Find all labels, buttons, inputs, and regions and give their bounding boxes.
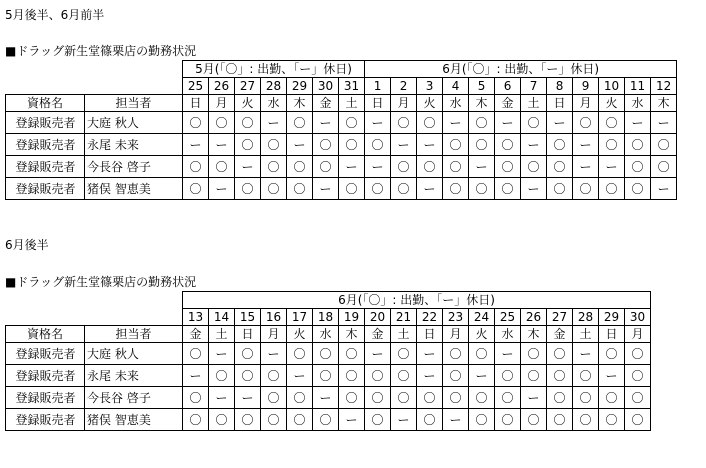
weekday-cell: 火 (235, 95, 261, 112)
attendance-cell: 〇 (469, 112, 495, 134)
attendance-cell: 〇 (313, 134, 339, 156)
attendance-cell: 〇 (417, 409, 443, 431)
date-cell: 29 (287, 78, 313, 95)
weekday-cell: 火 (469, 326, 495, 343)
date-cell: 10 (599, 78, 625, 95)
weekday-cell: 金 (495, 95, 521, 112)
attendance-cell: 〇 (365, 134, 391, 156)
weekday-cell: 水 (495, 326, 521, 343)
attendance-cell: 〇 (547, 387, 573, 409)
weekday-cell: 水 (261, 95, 287, 112)
attendance-cell: 〇 (391, 156, 417, 178)
attendance-cell: ー (417, 134, 443, 156)
blank-cell (6, 292, 85, 309)
attendance-cell: 〇 (339, 365, 365, 387)
attendance-cell: ー (599, 156, 625, 178)
weekday-cell: 月 (573, 95, 599, 112)
weekday-row (6, 95, 677, 112)
date-cell: 6 (495, 78, 521, 95)
attendance-cell: 〇 (625, 387, 651, 409)
store-heading-1: ■ドラッグ新生堂篠栗店の勤務状況 (5, 44, 197, 58)
staff-row (6, 409, 651, 431)
date-cell: 9 (573, 78, 599, 95)
staff-row (6, 178, 677, 200)
date-cell: 17 (287, 309, 313, 326)
attendance-cell: 〇 (495, 156, 521, 178)
weekday-row (6, 326, 651, 343)
weekday-cell: 水 (625, 95, 651, 112)
attendance-cell: ー (469, 156, 495, 178)
attendance-cell: 〇 (365, 387, 391, 409)
attendance-cell: 〇 (183, 409, 209, 431)
attendance-cell: 〇 (235, 365, 261, 387)
attendance-cell: 〇 (391, 112, 417, 134)
attendance-cell: ー (443, 112, 469, 134)
attendance-cell: ー (391, 134, 417, 156)
staff-row (6, 387, 651, 409)
attendance-cell: 〇 (183, 343, 209, 365)
schedule-table-2 (5, 291, 651, 431)
attendance-cell: 〇 (573, 365, 599, 387)
date-cell: 30 (625, 309, 651, 326)
weekday-cell: 木 (339, 326, 365, 343)
attendance-cell: 〇 (209, 112, 235, 134)
attendance-cell: ー (313, 387, 339, 409)
attendance-cell: ー (521, 387, 547, 409)
date-cell: 5 (469, 78, 495, 95)
attendance-cell: 〇 (521, 409, 547, 431)
date-cell: 8 (547, 78, 573, 95)
date-cell: 21 (391, 309, 417, 326)
person-cell: 永尾 未来 (85, 365, 183, 387)
person-cell: 今長谷 啓子 (85, 156, 183, 178)
weekday-cell: 日 (235, 326, 261, 343)
attendance-cell: 〇 (365, 409, 391, 431)
person-header: 担当者 (85, 326, 183, 343)
date-cell: 25 (183, 78, 209, 95)
attendance-cell: 〇 (521, 156, 547, 178)
staff-row (6, 365, 651, 387)
attendance-cell: 〇 (313, 343, 339, 365)
month-caption: 5月(「〇」: 出勤、「ー」休日) (183, 61, 365, 78)
qualification-cell: 登録販売者 (6, 112, 85, 134)
weekday-cell: 金 (183, 326, 209, 343)
attendance-cell: 〇 (183, 112, 209, 134)
attendance-cell: 〇 (261, 409, 287, 431)
attendance-cell: ー (521, 178, 547, 200)
date-cell: 23 (443, 309, 469, 326)
attendance-cell: ー (183, 134, 209, 156)
qualification-header: 資格名 (6, 326, 85, 343)
attendance-cell: 〇 (287, 343, 313, 365)
date-cell: 12 (651, 78, 677, 95)
attendance-cell: 〇 (443, 343, 469, 365)
attendance-cell: ー (573, 343, 599, 365)
attendance-cell: ー (313, 112, 339, 134)
weekday-cell: 金 (313, 95, 339, 112)
date-cell: 24 (469, 309, 495, 326)
attendance-cell: 〇 (469, 178, 495, 200)
weekday-cell: 月 (261, 326, 287, 343)
weekday-cell: 火 (417, 95, 443, 112)
qualification-cell: 登録販売者 (6, 156, 85, 178)
weekday-cell: 日 (599, 326, 625, 343)
attendance-cell: 〇 (547, 365, 573, 387)
store-heading-2: ■ドラッグ新生堂篠栗店の勤務状況 (5, 275, 197, 289)
attendance-cell: ー (209, 343, 235, 365)
attendance-cell: 〇 (547, 409, 573, 431)
attendance-cell: 〇 (287, 409, 313, 431)
date-cell: 11 (625, 78, 651, 95)
attendance-cell: ー (651, 112, 677, 134)
attendance-cell: 〇 (599, 409, 625, 431)
attendance-cell: 〇 (599, 134, 625, 156)
staff-row (6, 112, 677, 134)
attendance-cell: 〇 (443, 178, 469, 200)
weekday-cell: 土 (339, 95, 365, 112)
attendance-cell: 〇 (287, 178, 313, 200)
attendance-cell: 〇 (339, 387, 365, 409)
date-cell: 1 (365, 78, 391, 95)
attendance-cell: 〇 (573, 387, 599, 409)
attendance-cell: 〇 (625, 343, 651, 365)
attendance-cell: 〇 (625, 156, 651, 178)
qualification-cell: 登録販売者 (6, 178, 85, 200)
weekday-cell: 土 (573, 326, 599, 343)
attendance-cell: 〇 (599, 112, 625, 134)
attendance-cell: ー (391, 409, 417, 431)
weekday-cell: 火 (287, 326, 313, 343)
blank-cell (85, 78, 183, 95)
attendance-cell: 〇 (521, 365, 547, 387)
attendance-cell: 〇 (365, 178, 391, 200)
attendance-cell: 〇 (209, 409, 235, 431)
date-cell: 25 (495, 309, 521, 326)
attendance-cell: 〇 (443, 134, 469, 156)
weekday-cell: 月 (443, 326, 469, 343)
attendance-cell: 〇 (235, 178, 261, 200)
attendance-cell: 〇 (313, 409, 339, 431)
person-header: 担当者 (85, 95, 183, 112)
attendance-cell: ー (313, 178, 339, 200)
blank-cell (85, 61, 183, 78)
attendance-cell: 〇 (235, 409, 261, 431)
date-cell: 13 (183, 309, 209, 326)
date-cell: 4 (443, 78, 469, 95)
attendance-cell: 〇 (521, 343, 547, 365)
attendance-cell: ー (209, 134, 235, 156)
attendance-cell: 〇 (625, 134, 651, 156)
attendance-cell: 〇 (261, 387, 287, 409)
attendance-cell: 〇 (599, 178, 625, 200)
attendance-cell: 〇 (365, 365, 391, 387)
attendance-cell: ー (443, 409, 469, 431)
qualification-cell: 登録販売者 (6, 343, 85, 365)
attendance-cell: ー (417, 365, 443, 387)
attendance-cell: 〇 (625, 409, 651, 431)
blank-cell (6, 78, 85, 95)
attendance-cell: 〇 (547, 156, 573, 178)
attendance-cell: 〇 (287, 112, 313, 134)
attendance-cell: 〇 (313, 156, 339, 178)
attendance-cell: 〇 (417, 156, 443, 178)
attendance-cell: 〇 (495, 365, 521, 387)
attendance-cell: 〇 (391, 387, 417, 409)
date-row (6, 309, 651, 326)
attendance-cell: 〇 (339, 134, 365, 156)
attendance-cell: 〇 (235, 134, 261, 156)
weekday-cell: 木 (469, 95, 495, 112)
attendance-cell: 〇 (625, 178, 651, 200)
weekday-cell: 土 (521, 95, 547, 112)
attendance-cell: ー (339, 409, 365, 431)
date-row (6, 78, 677, 95)
weekday-cell: 月 (209, 95, 235, 112)
blank-cell (85, 309, 183, 326)
date-cell: 19 (339, 309, 365, 326)
attendance-cell: 〇 (651, 156, 677, 178)
date-cell: 16 (261, 309, 287, 326)
attendance-cell: ー (365, 156, 391, 178)
month-caption-row (6, 292, 651, 309)
weekday-cell: 月 (391, 95, 417, 112)
attendance-cell: 〇 (183, 156, 209, 178)
person-cell: 大庭 秋人 (85, 112, 183, 134)
weekday-cell: 日 (365, 95, 391, 112)
attendance-cell: 〇 (339, 112, 365, 134)
attendance-cell: 〇 (495, 409, 521, 431)
attendance-cell: ー (235, 387, 261, 409)
attendance-cell: 〇 (391, 343, 417, 365)
date-cell: 18 (313, 309, 339, 326)
attendance-cell: 〇 (469, 387, 495, 409)
date-cell: 14 (209, 309, 235, 326)
attendance-cell: 〇 (391, 365, 417, 387)
attendance-cell: 〇 (417, 112, 443, 134)
attendance-cell: 〇 (261, 134, 287, 156)
weekday-cell: 水 (443, 95, 469, 112)
date-cell: 27 (547, 309, 573, 326)
weekday-cell: 月 (625, 326, 651, 343)
person-cell: 永尾 未来 (85, 134, 183, 156)
attendance-cell: ー (599, 365, 625, 387)
period-heading-1: 5月後半、6月前半 (5, 8, 105, 22)
month-caption: 6月(「〇」: 出勤、「ー」休日) (183, 292, 651, 309)
attendance-cell: 〇 (417, 387, 443, 409)
attendance-cell: ー (547, 112, 573, 134)
qualification-cell: 登録販売者 (6, 409, 85, 431)
blank-cell (6, 309, 85, 326)
qualification-cell: 登録販売者 (6, 365, 85, 387)
staff-row (6, 134, 677, 156)
attendance-cell: 〇 (339, 343, 365, 365)
attendance-cell: 〇 (287, 387, 313, 409)
attendance-cell: ー (495, 112, 521, 134)
attendance-cell: ー (651, 178, 677, 200)
attendance-cell: 〇 (547, 178, 573, 200)
attendance-cell: 〇 (209, 365, 235, 387)
weekday-cell: 水 (313, 326, 339, 343)
attendance-cell: 〇 (443, 387, 469, 409)
attendance-cell: 〇 (625, 365, 651, 387)
attendance-cell: 〇 (261, 156, 287, 178)
date-cell: 7 (521, 78, 547, 95)
attendance-cell: 〇 (339, 178, 365, 200)
weekday-cell: 木 (521, 326, 547, 343)
attendance-cell: ー (417, 178, 443, 200)
attendance-cell: 〇 (443, 156, 469, 178)
attendance-cell: 〇 (391, 178, 417, 200)
attendance-cell: ー (573, 156, 599, 178)
attendance-cell: 〇 (573, 112, 599, 134)
attendance-cell: ー (209, 387, 235, 409)
schedule-table-1 (5, 60, 677, 200)
attendance-cell: ー (183, 365, 209, 387)
attendance-cell: 〇 (599, 343, 625, 365)
attendance-cell: ー (261, 343, 287, 365)
weekday-cell: 木 (651, 95, 677, 112)
attendance-cell: 〇 (573, 178, 599, 200)
attendance-cell: 〇 (235, 112, 261, 134)
weekday-cell: 土 (391, 326, 417, 343)
qualification-header: 資格名 (6, 95, 85, 112)
attendance-cell: ー (365, 343, 391, 365)
weekday-cell: 火 (599, 95, 625, 112)
date-cell: 20 (365, 309, 391, 326)
person-cell: 猪俣 智恵美 (85, 409, 183, 431)
date-cell: 2 (391, 78, 417, 95)
weekday-cell: 日 (417, 326, 443, 343)
weekday-cell: 金 (365, 326, 391, 343)
attendance-cell: 〇 (469, 343, 495, 365)
attendance-cell: 〇 (521, 112, 547, 134)
month-caption: 6月(「〇」: 出勤、「ー」休日) (365, 61, 677, 78)
date-cell: 22 (417, 309, 443, 326)
attendance-cell: 〇 (261, 365, 287, 387)
date-cell: 28 (573, 309, 599, 326)
attendance-cell: 〇 (313, 365, 339, 387)
attendance-cell: ー (339, 156, 365, 178)
attendance-cell: ー (417, 343, 443, 365)
period-heading-2: 6月後半 (5, 238, 49, 252)
attendance-cell: 〇 (495, 387, 521, 409)
attendance-cell: ー (235, 156, 261, 178)
blank-cell (6, 61, 85, 78)
attendance-cell: ー (209, 178, 235, 200)
attendance-cell: 〇 (651, 134, 677, 156)
attendance-cell: 〇 (573, 409, 599, 431)
staff-row (6, 343, 651, 365)
date-cell: 31 (339, 78, 365, 95)
staff-row (6, 156, 677, 178)
attendance-cell: 〇 (599, 387, 625, 409)
weekday-cell: 土 (209, 326, 235, 343)
attendance-cell: 〇 (261, 178, 287, 200)
attendance-cell: ー (625, 112, 651, 134)
attendance-cell: 〇 (547, 343, 573, 365)
person-cell: 猪俣 智恵美 (85, 178, 183, 200)
date-cell: 28 (261, 78, 287, 95)
month-caption-row (6, 61, 677, 78)
weekday-cell: 金 (547, 326, 573, 343)
attendance-cell: 〇 (495, 134, 521, 156)
date-cell: 27 (235, 78, 261, 95)
attendance-cell: 〇 (469, 134, 495, 156)
attendance-cell: 〇 (183, 178, 209, 200)
attendance-cell: ー (287, 365, 313, 387)
person-cell: 大庭 秋人 (85, 343, 183, 365)
attendance-cell: 〇 (547, 134, 573, 156)
date-cell: 15 (235, 309, 261, 326)
weekday-cell: 木 (287, 95, 313, 112)
qualification-cell: 登録販売者 (6, 387, 85, 409)
attendance-cell: 〇 (469, 409, 495, 431)
attendance-cell: ー (261, 112, 287, 134)
weekday-cell: 日 (183, 95, 209, 112)
attendance-cell: 〇 (183, 387, 209, 409)
attendance-cell: ー (521, 134, 547, 156)
attendance-cell: ー (287, 134, 313, 156)
attendance-cell: ー (469, 365, 495, 387)
attendance-cell: 〇 (495, 178, 521, 200)
person-cell: 今長谷 啓子 (85, 387, 183, 409)
date-cell: 3 (417, 78, 443, 95)
attendance-cell: ー (573, 134, 599, 156)
attendance-cell: 〇 (209, 156, 235, 178)
date-cell: 30 (313, 78, 339, 95)
blank-cell (85, 292, 183, 309)
qualification-cell: 登録販売者 (6, 134, 85, 156)
attendance-cell: 〇 (287, 156, 313, 178)
attendance-cell: ー (365, 112, 391, 134)
date-cell: 26 (209, 78, 235, 95)
date-cell: 26 (521, 309, 547, 326)
attendance-cell: ー (495, 343, 521, 365)
attendance-cell: 〇 (443, 365, 469, 387)
date-cell: 29 (599, 309, 625, 326)
weekday-cell: 日 (547, 95, 573, 112)
attendance-cell: 〇 (235, 343, 261, 365)
